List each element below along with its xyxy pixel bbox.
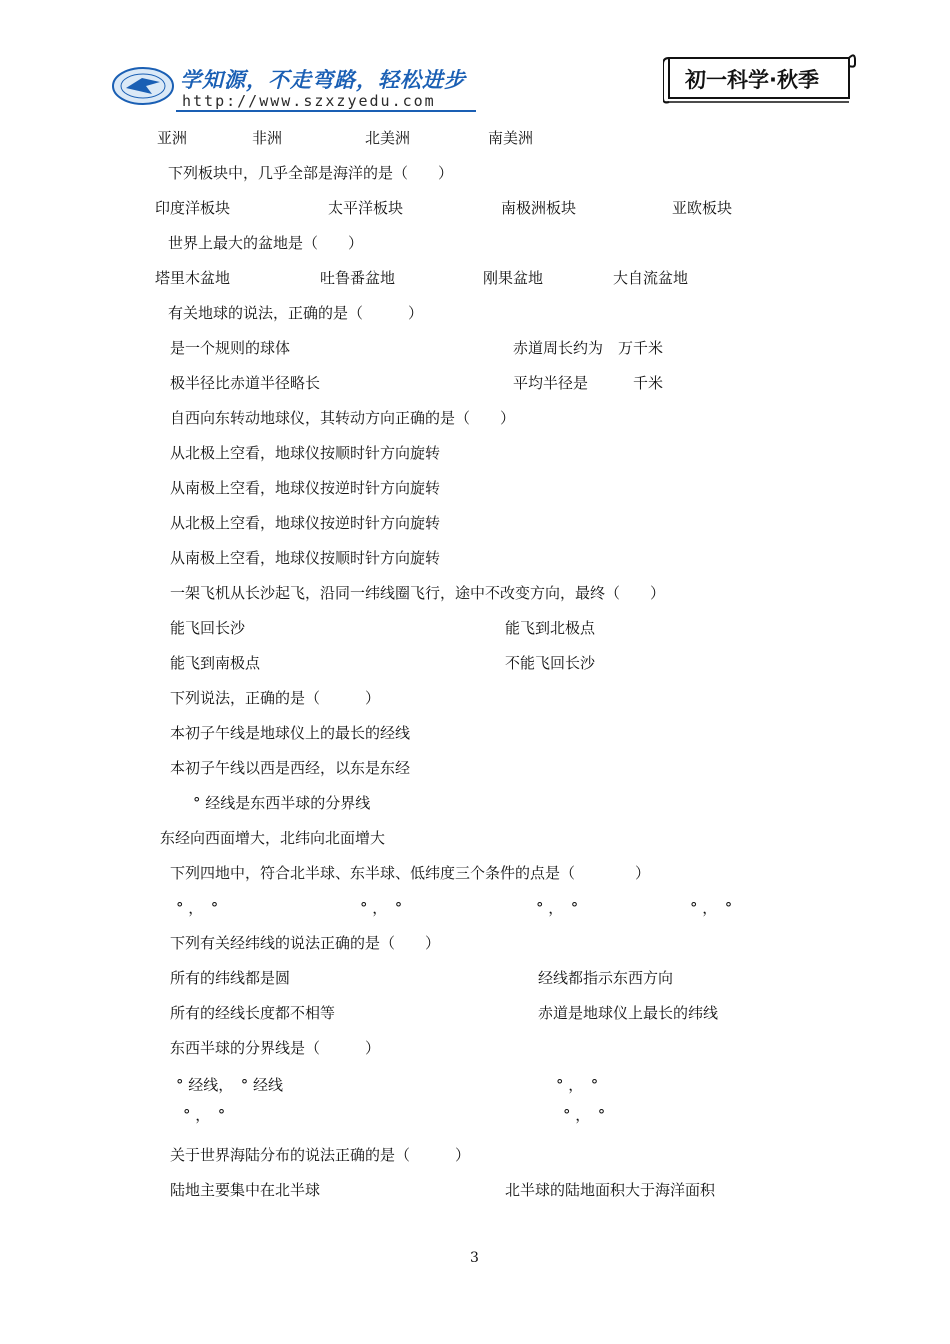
text-line-l6-seg-1: 有关地球的说法，正确的是（ ） bbox=[168, 304, 424, 322]
text-line-l5-seg-1: 塔里木盆地 bbox=[155, 269, 231, 287]
text-line-l15-seg-2: 能飞到北极点 bbox=[505, 619, 596, 637]
text-line-l31-seg-1: 陆地主要集中在北半球 bbox=[170, 1181, 321, 1199]
text-line-l23-seg-4: ° ， ° bbox=[690, 899, 733, 917]
text-line-l8-seg-2: 平均半径是 千米 bbox=[513, 374, 664, 392]
text-line-l1-seg-1: 亚洲 bbox=[157, 129, 188, 147]
text-line-l4-seg-1: 世界上最大的盆地是（ ） bbox=[168, 234, 364, 252]
logo-slogan: 学知源，不走弯路，轻松进步 bbox=[180, 68, 466, 92]
text-line-l12-seg-1: 从北极上空看，地球仪按逆时针方向旋转 bbox=[170, 514, 441, 532]
text-line-l27-seg-1: 东西半球的分界线是（ ） bbox=[170, 1039, 381, 1057]
text-line-l28-seg-1: ° 经线， ° 经线 bbox=[176, 1076, 284, 1094]
text-line-l22-seg-1: 下列四地中，符合北半球、东半球、低纬度三个条件的点是（ ） bbox=[170, 864, 651, 882]
text-line-l17-seg-1: 下列说法，正确的是（ ） bbox=[170, 689, 381, 707]
logo-url[interactable]: http://www.szxzyedu.com bbox=[182, 92, 436, 110]
text-line-l24-seg-1: 下列有关经纬线的说法正确的是（ ） bbox=[170, 934, 441, 952]
text-line-l14-seg-1: 一架飞机从长沙起飞，沿同一纬线圈飞行，途中不改变方向，最终（ ） bbox=[170, 584, 666, 602]
text-line-l15-seg-1: 能飞回长沙 bbox=[170, 619, 246, 637]
text-line-l26-seg-1: 所有的经线长度都不相等 bbox=[170, 1004, 336, 1022]
text-line-l7-seg-2: 赤道周长约为 万千米 bbox=[513, 339, 664, 357]
text-line-l10-seg-1: 从北极上空看，地球仪按顺时针方向旋转 bbox=[170, 444, 441, 462]
text-line-l1-seg-3: 北美洲 bbox=[365, 129, 411, 147]
text-line-l9-seg-1: 自西向东转动地球仪，其转动方向正确的是（ ） bbox=[170, 409, 516, 427]
text-line-l1-seg-4: 南美洲 bbox=[488, 129, 534, 147]
text-line-l11-seg-1: 从南极上空看，地球仪按逆时针方向旋转 bbox=[170, 479, 441, 497]
text-line-l5-seg-3: 刚果盆地 bbox=[483, 269, 544, 287]
text-line-l30-seg-1: 关于世界海陆分布的说法正确的是（ ） bbox=[170, 1146, 471, 1164]
text-line-l23-seg-1: ° ， ° bbox=[176, 899, 219, 917]
header-underline bbox=[176, 110, 476, 112]
text-line-l1-seg-2: 非洲 bbox=[252, 129, 283, 147]
text-line-l29-seg-2: ° ， ° bbox=[563, 1106, 606, 1124]
text-line-l16-seg-2: 不能飞回长沙 bbox=[505, 654, 596, 672]
logo-emblem bbox=[112, 66, 174, 106]
course-badge bbox=[663, 52, 857, 104]
text-line-l16-seg-1: 能飞到南极点 bbox=[170, 654, 261, 672]
text-line-l25-seg-2: 经线都指示东西方向 bbox=[538, 969, 674, 987]
course-badge-label: 初一科学·秋季 bbox=[685, 68, 819, 92]
text-line-l21-seg-1: 东经向西面增大，北纬向北面增大 bbox=[160, 829, 386, 847]
text-line-l29-seg-1: ° ， ° bbox=[183, 1106, 226, 1124]
text-line-l3-seg-1: 印度洋板块 bbox=[155, 199, 231, 217]
text-line-l20-seg-1: ° 经线是东西半球的分界线 bbox=[193, 794, 371, 812]
page-number: 3 bbox=[470, 1250, 479, 1266]
text-line-l28-seg-2: ° ， ° bbox=[556, 1076, 599, 1094]
text-line-l18-seg-1: 本初子午线是地球仪上的最长的经线 bbox=[170, 724, 411, 742]
text-line-l5-seg-4: 大自流盆地 bbox=[613, 269, 689, 287]
text-line-l23-seg-3: ° ， ° bbox=[536, 899, 579, 917]
text-line-l31-seg-2: 北半球的陆地面积大于海洋面积 bbox=[505, 1181, 716, 1199]
text-line-l26-seg-2: 赤道是地球仪上最长的纬线 bbox=[538, 1004, 719, 1022]
text-line-l3-seg-3: 南极洲板块 bbox=[501, 199, 577, 217]
text-line-l3-seg-4: 亚欧板块 bbox=[672, 199, 733, 217]
text-line-l13-seg-1: 从南极上空看，地球仪按顺时针方向旋转 bbox=[170, 549, 441, 567]
text-line-l3-seg-2: 太平洋板块 bbox=[328, 199, 404, 217]
text-line-l7-seg-1: 是一个规则的球体 bbox=[170, 339, 291, 357]
text-line-l8-seg-1: 极半径比赤道半径略长 bbox=[170, 374, 321, 392]
text-line-l2-seg-1: 下列板块中，几乎全部是海洋的是（ ） bbox=[168, 164, 454, 182]
text-line-l19-seg-1: 本初子午线以西是西经，以东是东经 bbox=[170, 759, 411, 777]
text-line-l23-seg-2: ° ， ° bbox=[360, 899, 403, 917]
text-line-l5-seg-2: 吐鲁番盆地 bbox=[320, 269, 396, 287]
text-line-l25-seg-1: 所有的纬线都是圆 bbox=[170, 969, 291, 987]
